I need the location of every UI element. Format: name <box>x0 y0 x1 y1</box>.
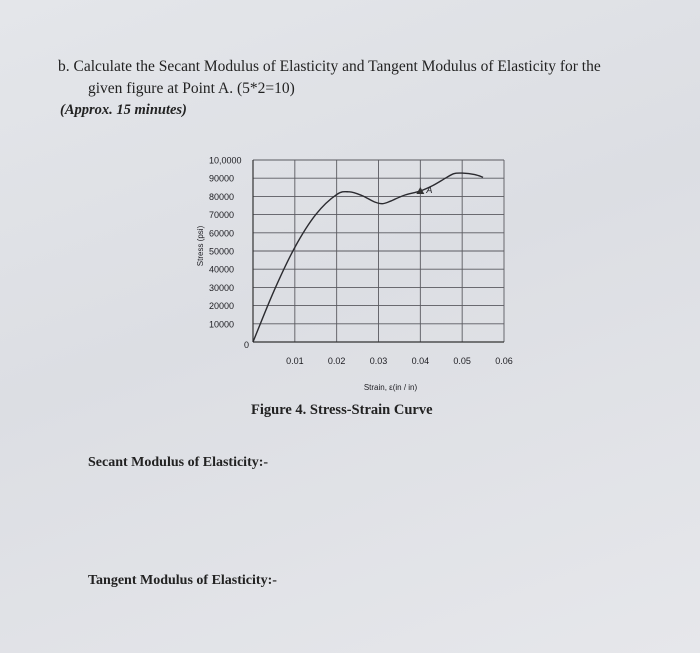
x-tick-label: 0.04 <box>411 356 430 366</box>
tangent-modulus-label: Tangent Modulus of Elasticity:- <box>88 573 277 588</box>
y-tick-label: 10000 <box>209 319 235 330</box>
y-tick-label: 90000 <box>209 173 235 184</box>
y-tick-label: 40000 <box>209 264 235 275</box>
x-axis-label: Strain, ε(in / in) <box>363 383 418 392</box>
question-line-2: given figure at Point A. (5*2=10) <box>88 80 295 97</box>
y-axis-label: Stress (psi) <box>196 225 205 267</box>
y-tick-label: 10,0000 <box>209 155 242 166</box>
x-tick-label: 0 <box>243 340 249 350</box>
y-tick-label: 80000 <box>209 191 235 202</box>
chart-tick-labels <box>209 156 513 367</box>
point-a-label: A <box>426 184 433 195</box>
chart-series <box>253 173 483 342</box>
x-tick-label: 0.03 <box>369 356 388 366</box>
y-tick-label: 70000 <box>209 210 235 221</box>
chart-grid <box>253 160 504 342</box>
y-tick-label: 60000 <box>209 228 235 239</box>
y-tick-label: 30000 <box>209 282 235 293</box>
y-tick-label: 50000 <box>209 246 235 257</box>
time-note: (Approx. 15 minutes) <box>60 102 187 118</box>
question-line-1: b. Calculate the Secant Modulus of Elasticity and Tangent Modulus of Elasticity for the <box>58 58 601 75</box>
y-tick-label: 20000 <box>209 301 235 312</box>
x-tick-label: 0.01 <box>286 356 304 366</box>
figure-caption: Figure 4. Stress-Strain Curve <box>251 402 433 418</box>
x-tick-label: 0.06 <box>495 356 513 366</box>
x-tick-label: 0.02 <box>327 356 346 366</box>
secant-modulus-label: Secant Modulus of Elasticity:- <box>88 455 269 470</box>
series-line <box>253 173 483 342</box>
x-tick-label: 0.05 <box>453 356 471 366</box>
